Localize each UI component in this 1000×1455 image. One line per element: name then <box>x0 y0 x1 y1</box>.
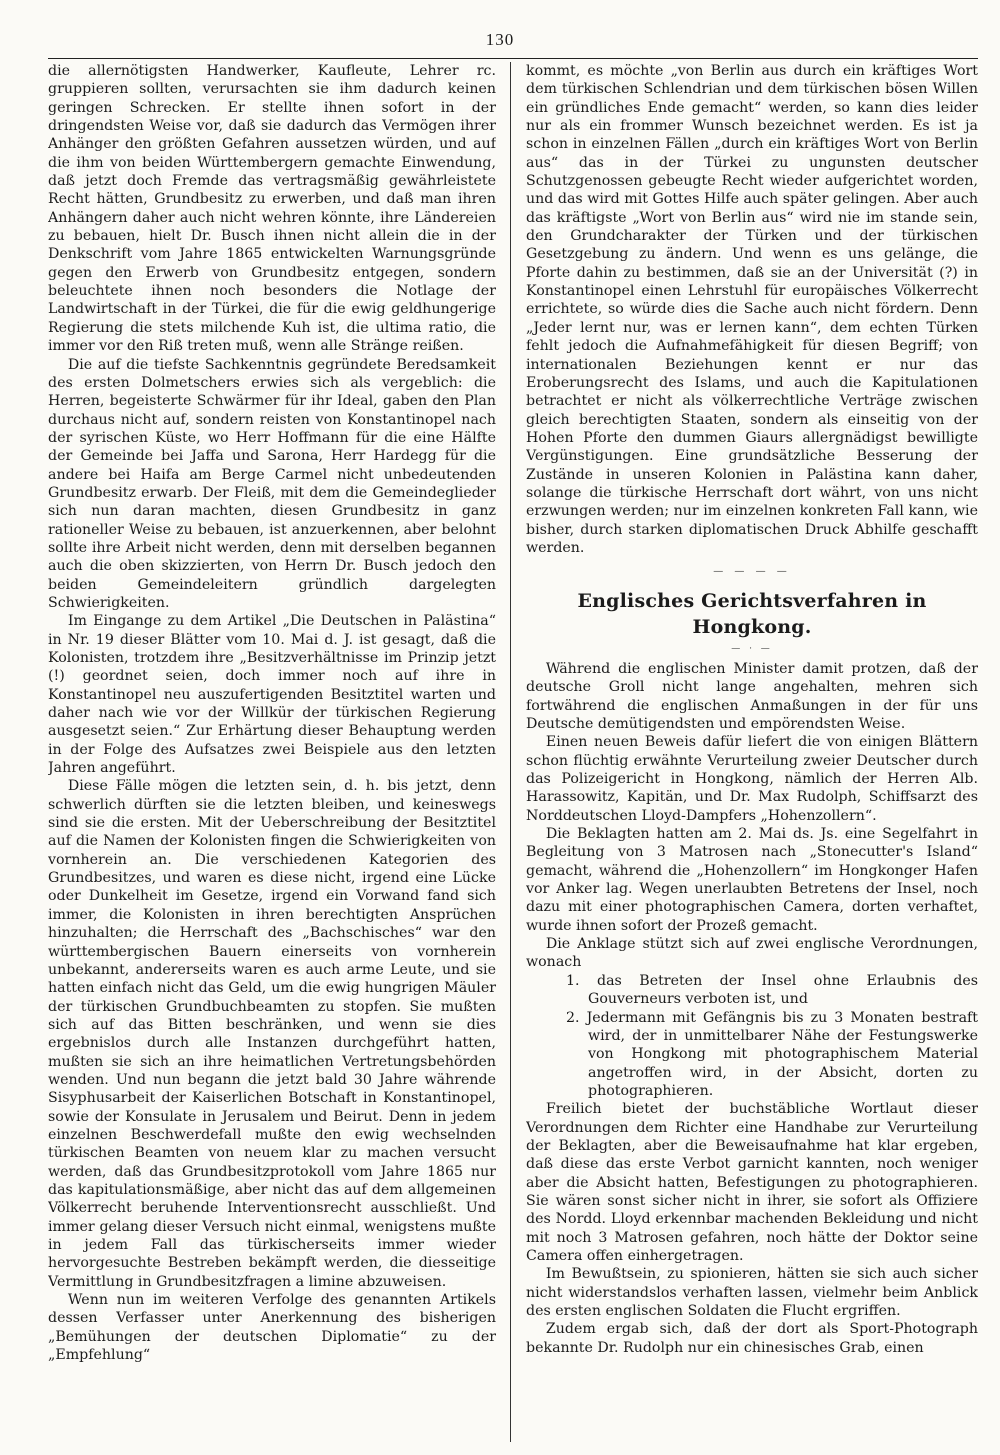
paragraph: Während die englischen Minister damit protzen, daß der deutsche Groll nicht lange angehalten, mehren sich fortwährend die englischen Anmaßungen in der für uns Deutsche demütigendsten und empörendsten Weise. <box>526 660 978 732</box>
paragraph: Die Beklagten hatten am 2. Mai ds. Js. eine Segelfahrt in Begleitung von 3 Matrosen nach „Stonecutter's Island“ gemacht, während die „Hohenzollern“ im Hongkonger Hafen vor Anker lag. Wegen unerlaubten Betretens der Insel, noch dazu mit einer photographischen Camera, dorten verhaftet, wurde ihnen sofort der Prozeß gemacht. <box>526 826 978 934</box>
paragraph: Im Eingange zu dem Artikel „Die Deutschen in Palästina“ in Nr. 19 dieser Blätter vom 10. Mai d. J. ist gesagt, daß die Kolonisten, trotzdem ihre „Besitzverhältnisse im Prinzip jetzt (!) geordnet seien, doch immer noch auf ihre in Konstantinopel neu auszufertigenden Besitztitel warten und daher nach wie vor der Willkür der türkischen Regierung ausgesetzt seien.“ Zur Erhärtung dieser Behauptung werden in der Folge des Aufsatzes zwei Beispiele aus den letzten Jahren angeführt. <box>48 613 496 777</box>
page-number: 130 <box>485 30 515 49</box>
column-divider <box>510 62 511 1442</box>
section-separator: — — — — <box>713 566 791 578</box>
left-column <box>48 62 496 1447</box>
article-title: Englisches Gerichtsverfahren in Hongkong. <box>577 589 927 638</box>
list-item: 1. das Betreten der Insel ohne Erlaubnis des Gouverneurs verboten ist, und <box>566 972 978 1008</box>
paragraph: Im Bewußtsein, zu spionieren, hätten sie sich auch sicher nicht widerstandslos verhaften lassen, vielmehr beim Anblick des ersten englischen Soldaten die Flucht ergriffen. <box>526 1266 978 1319</box>
list-item: 2. Jedermann mit Gefängnis bis zu 3 Monaten bestraft wird, der in unmittelbarer Nähe der Festungswerke von Hongkong mit photographischem Material angetroffen wird, in der Absicht, dorten zu photographieren. <box>566 1009 978 1099</box>
paragraph: Diese Fälle mögen die letzten sein, d. h. bis jetzt, denn schwerlich dürften sie die letzten bleiben, und keineswegs sind sie die ersten. Mit der Ueberschreibung der Besitztitel auf die Namen der Kolonisten fingen die Schwierigkeiten von vornherein an. Die verschiedenen Kategorien des Grundbesitzes, und waren es diese nicht, irgend eine Lücke oder Dunkelheit im Gesetze, irgend ein Vorwand fand sich immer, die Kolonisten in ihren berechtigten Ansprüchen hinzuhalten; die Herrschaft des „Bachschisches“ war den württembergischen Bauern einerseits von vornherein unbekannt, andererseits waren es auch arme Leute, und sie hatten einfach nicht das Geld, um die ewig hungrigen Mäuler der türkischen Grundbuchbeamten zu stopfen. Sie mußten sich auf das Bitten beschränken, und wenn sie dies ergebnislos durch alle Instanzen durchgeführt hatten, mußten sie sich an ihre heimatlichen Vertretungsbehörden wenden. Und nun begann die jetzt bald 30 Jahre währende Sisyphusarbeit der Kaiserlichen Botschaft in Konstantinopel, sowie der Konsulate in Jerusalem und Beirut. Denn in jedem einzelnen Beschwerdefall mußte den ewig wechselnden türkischen Beamten von neuem klar zu machen versucht werden, daß das Grundbesitzprotokoll vom Jahre 1865 nur das kapitulationsmäßige, aber nicht das auf dem allgemeinen Völkerrecht beruhende Interventionsrecht ausschließt. Und immer gelang dieser Versuch nicht einmal, wenigstens mußte in jedem Fall das türkischerseits immer wieder hervorgesuchte Bestreben bekämpft werden, die diesseitige Vermittlung in Grundbesitzfragen a limine abzuweisen. <box>48 778 496 1290</box>
title-rule: — · — <box>731 643 773 654</box>
paragraph: kommt, es möchte „von Berlin aus durch ein kräftiges Wort dem türkischen Schlendrian und dem türkischen bösen Willen ein gründliches Ende gemacht“ werden, so kann dies leider nur als ein frommer Wunsch bezeichnet werden. Es ist ja schon in einzelnen Fällen „durch ein kräftiges Wort von Berlin aus“ das in der Türkei zu ungunsten deutscher Schutzgenossen gebeugte Recht wieder aufgerichtet worden, und das wird mit Gottes Hilfe auch später gelingen. Aber auch das kräftigste „Wort von Berlin aus“ wird nie im stande sein, den Grundcharakter der Türken und der türkischen Gesetzgebung zu ändern. Und wenn es uns gelänge, die Pforte dahin zu bestimmen, daß sie an der Universität (?) in Konstantinopel einen Lehrstuhl für europäisches Völkerrecht errichtete, so würde dies die Sache auch nicht fördern. Denn „Jeder lernt nur, was er lernen kann“, dem echten Türken fehlt jedoch die Aufnahmefähigkeit für diesen Begriff; von internationalen Beziehungen kennt er nur das Eroberungsrecht des Islams, und auch die Kapitulationen betrachtet er nicht als völkerrechtliche Verträge zwischen gleich berechtigten Staaten, sondern als einseitig von der Hohen Pforte den dummen Giaurs allergnädigst bewilligte Vergünstigungen. Eine grundsätzliche Besserung der Zustände in unseren Kolonien in Palästina kann daher, solange die türkische Herrschaft dort währt, von uns nicht erzwungen werden; nur im einzelnen konkreten Fall kann, wie bisher, durch starken diplomatischen Druck Abhilfe geschafft werden. <box>526 63 978 556</box>
paragraph: Wenn nun im weiteren Verfolge des genannten Artikels dessen Verfasser unter Anerkennung des bisherigen „Bemühungen der deutschen Diplomatie“ zu der „Empfehlung“ <box>48 1292 496 1364</box>
paragraph: Die Anklage stützt sich auf zwei englische Verordnungen, wonach <box>526 936 978 971</box>
paragraph: Einen neuen Beweis dafür liefert die von einigen Blättern schon flüchtig erwähnte Verurteilung zweier Deutscher durch das Polizeigericht in Hongkong, nämlich der Herren Alb. Harassowitz, Kapitän, und Dr. Max Rudolph, Schiffsarzt des Norddeutschen Lloyd-Dampfers „Hohenzollern“. <box>526 734 978 824</box>
paragraph: Freilich bietet der buchstäbliche Wortlaut dieser Verordnungen dem Richter eine Handhabe zur Verurteilung der Beklagten, aber die Beweisaufnahme hat klar ergeben, daß diese das erste Verbot garnicht kannten, noch weniger aber die Absicht hatten, Befestigungen zu photographieren. Sie wären sonst sicher nicht in ihrer, sie sofort als Offiziere des Nordd. Lloyd erkennbar machenden Bekleidung und nicht mit noch 3 Matrosen gefahren, noch hätte der Doktor seine Camera offen einhergetragen. <box>526 1101 978 1264</box>
right-column <box>526 62 978 1447</box>
paragraph: die allernötigsten Handwerker, Kaufleute, Lehrer rc. gruppieren sollten, verursachten sie ihm dadurch keinen geringen Schrecken. Er stellte ihnen sofort in der dringendsten Weise vor, daß sie dadurch das Vermögen ihrer Anhänger den größten Gefahren aussetzen würden, und auf die ihm von beiden Württembergern gemachte Einwendung, daß jetzt doch Fremde das vertragsmäßig gewährleistete Recht hätten, Grundbesitz zu erwerben, und daß man ihren Anhängern daher auch nicht wehren könnte, ihre Ländereien zu bebauen, hielt Dr. Busch ihnen nicht allein die in der Denkschrift vom Jahre 1865 entwickelten Warnungsgründe gegen den Erwerb von Grundbesitz entgegen, sondern beleuchtete ihnen noch besonders die Notlage der Landwirtschaft in der Türkei, die für die ewig geldhungerige Regierung die stets milchende Kuh ist, die ultima ratio, die immer vor den Riß treten muß, wenn alle Stränge reißen. <box>48 63 496 355</box>
paragraph: Die auf die tiefste Sachkenntnis gegründete Beredsamkeit des ersten Dolmetschers erwies sich als vergeblich: die Herren, begeisterte Schwärmer für ihr Ideal, gaben den Plan durchaus nicht auf, sondern reisten von Konstantinopel nach der syrischen Küste, wo Herr Hoffmann für die eine Hälfte der Gemeinde bei Jaffa und Sarona, Herr Hardegg für die andere bei Haifa am Berge Carmel nicht unbedeutenden Grundbesitz erwarb. Der Fleiß, mit dem die Gemeindeglieder sich nun daran machten, diesen Grundbesitz in ganz rationeller Weise zu bebauen, ist anzuerkennen, aber belohnt sollte ihre Arbeit nicht werden, denn mit derselben begannen auch die oben skizzierten, von Herrn Dr. Busch jedoch den beiden Gemeindeleitern gründlich dargelegten Schwierigkeiten. <box>48 356 496 611</box>
paragraph: Zudem ergab sich, daß der dort als Sport-Photograph bekannte Dr. Rudolph nur ein chinesisches Grab, einen <box>526 1321 978 1356</box>
header-rule <box>48 58 978 59</box>
